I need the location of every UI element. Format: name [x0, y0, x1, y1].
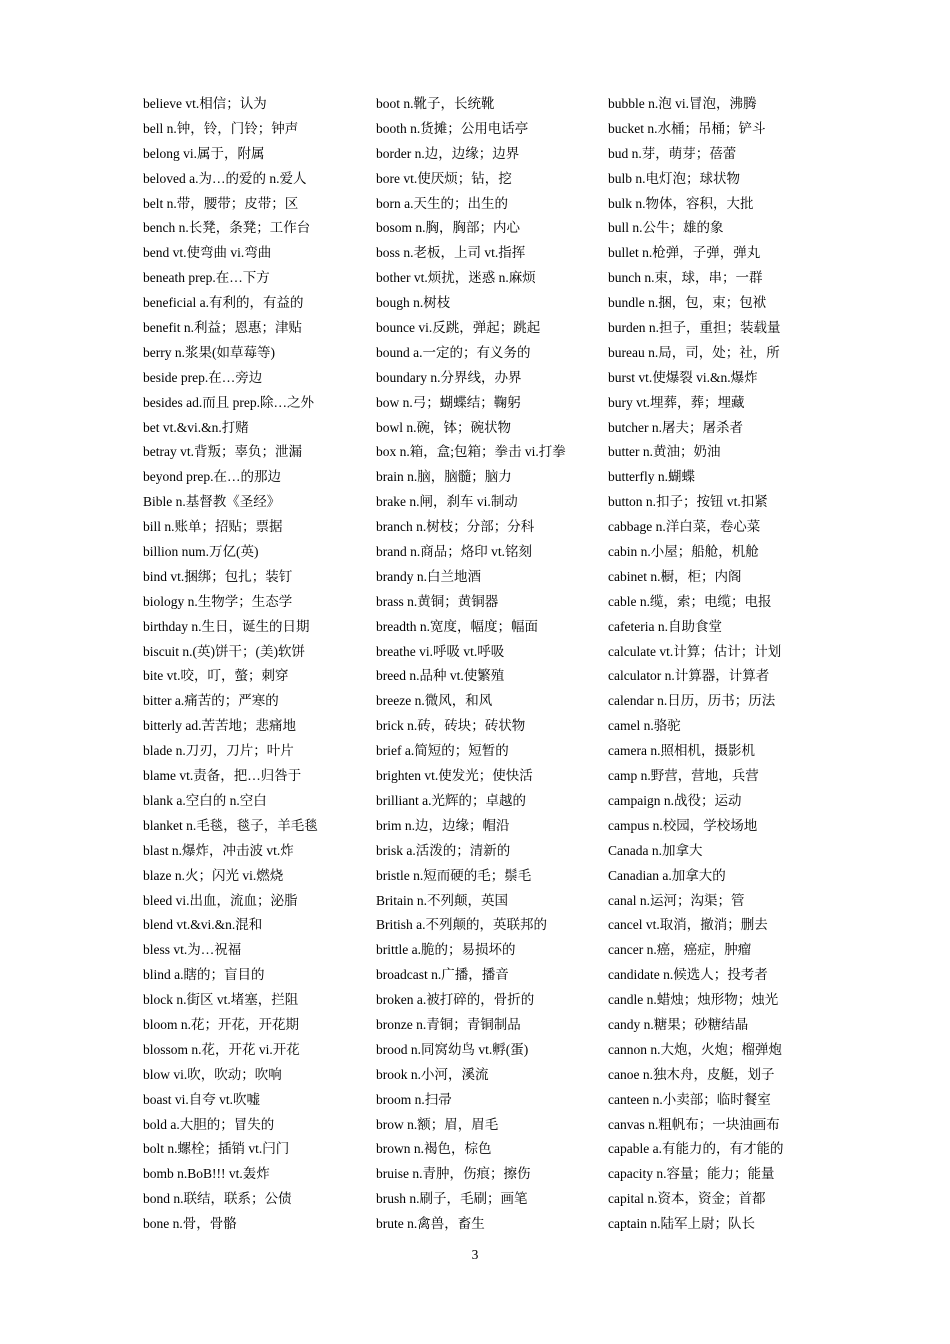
vocab-entry: bother vt.烦扰，迷惑 n.麻烦 [376, 270, 536, 286]
vocab-entry: bleed vi.出血，流血；泌脂 [143, 892, 298, 908]
vocab-entry: blossom n.花，开花 vi.开花 [143, 1041, 300, 1057]
vocab-entry: brighten vt.使发光；使快活 [376, 768, 533, 784]
vocab-entry: birthday n.生日，诞生的日期 [143, 618, 310, 634]
vocab-entry: canteen n.小卖部；临时餐室 [608, 1091, 771, 1107]
vocab-entry: butter n.黄油；奶油 [608, 444, 721, 460]
vocab-entry: bubble n.泡 vi.冒泡，沸腾 [608, 96, 757, 111]
vocab-entry: brass n.黄铜；黄铜器 [376, 593, 499, 609]
vocab-entry: burden n.担子，重担；装载量 [608, 320, 781, 336]
vocab-entry: blind a.瞎的；盲目的 [143, 967, 265, 983]
vocab-entry: brick n.砖，砖块；砖状物 [376, 718, 526, 734]
vocab-entry: brand n.商品；烙印 vt.铭刻 [376, 544, 532, 560]
vocab-entry: broadcast n.广播，播音 [376, 967, 509, 983]
vocab-entry: Britain n.不列颠，英国 [376, 892, 508, 908]
vocab-entry: brake n.闸，刹车 vi.制动 [376, 494, 518, 510]
vocab-entry: bullet n.枪弹，子弹，弹丸 [608, 245, 761, 261]
vocab-entry: beneath prep.在…下方 [143, 270, 270, 286]
vocab-entry: bounce vi.反跳，弹起；跳起 [376, 320, 541, 336]
vocab-entry: bud n.芽，萌芽；蓓蕾 [608, 145, 737, 161]
vocab-entry: breed n.品种 vt.使繁殖 [376, 668, 505, 684]
vocab-entry: brute n.禽兽，畜生 [376, 1216, 485, 1232]
vocab-entry: blaze n.火；闪光 vi.燃烧 [143, 867, 284, 883]
vocab-entry: block n.街区 vt.堵塞，拦阻 [143, 992, 299, 1008]
vocab-entry: button n.扣子；按钮 vt.扣紧 [608, 494, 768, 510]
vocab-entry: bell n.钟，铃，门铃；钟声 [143, 120, 299, 136]
vocab-entry: blame vt.责备，把…归咎于 [143, 768, 302, 784]
vocab-entry: cabin n.小屋；船舱，机舱 [608, 544, 759, 560]
vocab-entry: bow n.弓；蝴蝶结；鞠躬 [376, 394, 521, 410]
vocab-entry: branch n.树枝；分部；分科 [376, 519, 535, 535]
vocab-entry: bristle n.短而硬的毛；鬃毛 [376, 867, 532, 883]
vocab-entry: calculator n.计算器，计算者 [608, 668, 770, 684]
vocab-entry: bruise n.青肿，伤痕；擦伤 [376, 1166, 531, 1182]
vocab-entry: beloved a.为…的爱的 n.爱人 [143, 170, 307, 186]
word-column-2 [376, 92, 606, 1237]
vocab-entry: billion num.万亿(英) [143, 544, 259, 560]
vocab-entry: bore vt.使厌烦；钻，挖 [376, 170, 512, 186]
vocab-entry: Canadian a.加拿大的 [608, 867, 726, 883]
vocab-entry: broom n.扫帚 [376, 1091, 452, 1107]
vocab-entry: bless vt.为…祝福 [143, 942, 242, 958]
vocab-entry: bulk n.物体，容积，大批 [608, 195, 754, 211]
vocab-entry: brown n.褐色，棕色 [376, 1141, 492, 1157]
vocab-entry: bond n.联结，联系；公债 [143, 1191, 292, 1207]
vocab-entry: bury vt.埋葬，葬；埋藏 [608, 394, 745, 410]
vocab-entry: box n.箱，盒;包箱；拳击 vi.打拳 [376, 444, 566, 460]
vocab-entry: bind vt.捆绑；包扎；装钉 [143, 568, 293, 584]
vocab-entry: canoe n.独木舟，皮艇，划子 [608, 1066, 775, 1082]
vocab-entry: beyond prep.在…的那边 [143, 469, 281, 485]
vocab-entry: bolt n.螺栓；插销 vt.闩门 [143, 1141, 290, 1157]
vocab-entry: broken a.被打碎的，骨折的 [376, 992, 535, 1008]
vocab-entry: camp n.野营，营地，兵营 [608, 768, 759, 784]
vocab-entry: canvas n.粗帆布；一块油画布 [608, 1116, 780, 1132]
vocab-entry: cafeteria n.自助食堂 [608, 618, 722, 634]
vocab-entry: bucket n.水桶；吊桶；铲斗 [608, 120, 766, 136]
vocab-entry: betray vt.背叛；辜负；泄漏 [143, 444, 302, 460]
vocab-entry: cancel vt.取消，撤消；删去 [608, 917, 768, 933]
vocab-entry: boast vi.自夸 vt.吹嘘 [143, 1091, 260, 1107]
vocab-entry: bough n.树枝 [376, 295, 451, 311]
vocab-entry: butterfly n.蝴蝶 [608, 469, 695, 485]
vocab-entry: belong vi.属于，附属 [143, 145, 265, 161]
vocab-entry: bloom n.花；开花，开花期 [143, 1016, 300, 1032]
vocab-entry: blend vt.&vi.&n.混和 [143, 917, 263, 933]
vocab-entry: breathe vi.呼吸 vt.呼吸 [376, 643, 505, 659]
vocab-entry: blank a.空白的 n.空白 [143, 792, 267, 808]
vocab-entry: bench n.长凳，条凳；工作台 [143, 220, 311, 236]
vocab-entry: bet vt.&vi.&n.打赌 [143, 419, 249, 435]
vocab-entry: Canada n.加拿大 [608, 842, 703, 858]
vocab-entry: brittle a.脆的；易损坏的 [376, 942, 516, 958]
page-number: 3 [471, 1247, 479, 1262]
vocab-entry: besides ad.而且 prep.除…之外 [143, 394, 314, 410]
vocab-entry: born a.天生的；出生的 [376, 195, 508, 211]
vocab-entry: beneficial a.有利的，有益的 [143, 295, 304, 311]
vocab-entry: bill n.账单；招贴；票据 [143, 519, 283, 535]
vocab-entry: berry n.浆果(如草莓等) [143, 344, 275, 360]
vocab-entry: bite vt.咬，叮，螫；刺穿 [143, 668, 289, 684]
vocab-entry: blow vi.吹，吹动；吹响 [143, 1066, 282, 1082]
vocab-entry: butcher n.屠夫；屠杀者 [608, 419, 743, 435]
vocab-entry: bull n.公牛；雄的象 [608, 220, 724, 236]
vocab-entry: brilliant a.光辉的；卓越的 [376, 792, 526, 808]
vocab-entry: blade n.刀刃，刀片；叶片 [143, 743, 294, 759]
vocab-entry: breadth n.宽度，幅度；幅面 [376, 618, 538, 634]
vocab-entry: capital n.资本，资金；首都 [608, 1191, 766, 1207]
vocab-entry: biscuit n.(英)饼干；(美)软饼 [143, 643, 305, 659]
vocab-entry: camera n.照相机，摄影机 [608, 743, 755, 759]
vocab-entry: bureau n.局，司，处；社，所 [608, 344, 780, 360]
vocab-entry: believe vt.相信；认为 [143, 96, 267, 111]
vocab-entry: beside prep.在…旁边 [143, 369, 263, 385]
vocab-entry: camel n.骆驼 [608, 718, 681, 734]
vocab-entry: British a.不列颠的，英联邦的 [376, 917, 547, 933]
vocab-entry: bulb n.电灯泡；球状物 [608, 170, 741, 186]
vocab-entry: cancer n.癌，癌症，肿瘤 [608, 942, 752, 958]
vocab-entry: brief a.简短的；短暂的 [376, 743, 509, 759]
vocab-entry: brisk a.活泼的；清新的 [376, 842, 511, 858]
vocab-entry: Bible n.基督教《圣经》 [143, 494, 281, 510]
vocab-entry: burst vt.使爆裂 vi.&n.爆炸 [608, 369, 758, 385]
vocab-entry: campus n.校园，学校场地 [608, 817, 758, 833]
vocab-entry: calendar n.日历，历书；历法 [608, 693, 776, 709]
vocab-entry: captain n.陆军上尉；队长 [608, 1216, 755, 1232]
vocab-entry: booth n.货摊；公用电话亭 [376, 120, 529, 136]
vocab-entry: calculate vt.计算；估计；计划 [608, 643, 782, 659]
vocab-entry: biology n.生物学；生态学 [143, 593, 293, 609]
vocab-entry: belt n.带，腰带；皮带；区 [143, 195, 299, 211]
vocab-entry: bomb n.BoB!!! vt.轰炸 [143, 1166, 270, 1182]
vocab-entry: cabbage n.洋白菜，卷心菜 [608, 519, 761, 535]
vocab-entry: brook n.小河，溪流 [376, 1066, 489, 1082]
vocab-entry: capacity n.容量；能力；能量 [608, 1166, 775, 1182]
vocab-entry: bitterly ad.苦苦地；悲痛地 [143, 718, 296, 734]
vocab-entry: bosom n.胸，胸部；内心 [376, 220, 521, 236]
vocab-entry: border n.边，边缘；边界 [376, 145, 520, 161]
vocab-entry: brow n.额；眉，眉毛 [376, 1116, 499, 1132]
vocab-entry: campaign n.战役；运动 [608, 792, 742, 808]
vocab-entry: bone n.骨，骨骼 [143, 1216, 237, 1232]
vocab-entry: bend vt.使弯曲 vi.弯曲 [143, 245, 272, 261]
vocab-entry: boss n.老板，上司 vt.指挥 [376, 245, 526, 261]
vocab-entry: boot n.靴子，长统靴 [376, 96, 495, 111]
vocab-entry: brain n.脑，脑髓；脑力 [376, 469, 512, 485]
word-column-3 [608, 92, 838, 1237]
vocab-entry: bunch n.束，球，串；一群 [608, 270, 763, 286]
vocab-entry: candle n.蜡烛；烛形物；烛光 [608, 992, 779, 1008]
vocab-entry: cannon n.大炮，火炮；榴弹炮 [608, 1041, 782, 1057]
vocab-entry: capable a.有能力的，有才能的 [608, 1141, 784, 1157]
vocab-entry: bowl n.碗，钵；碗状物 [376, 419, 511, 435]
vocab-entry: cable n.缆，索；电缆；电报 [608, 593, 772, 609]
vocab-entry: bitter a.痛苦的；严寒的 [143, 693, 279, 709]
vocab-entry: canal n.运河；沟渠；管 [608, 892, 745, 908]
vocab-entry: bundle n.捆，包，束；包袱 [608, 295, 767, 311]
vocab-entry: bronze n.青铜；青铜制品 [376, 1016, 521, 1032]
vocab-entry: candy n.糖果；砂糖结晶 [608, 1016, 749, 1032]
vocab-entry: brood n.同窝幼鸟 vt.孵(蛋) [376, 1041, 529, 1057]
vocab-entry: bound a.一定的；有义务的 [376, 344, 531, 360]
vocab-entry: blanket n.毛毯，毯子，羊毛毯 [143, 817, 318, 833]
vocab-entry: bold a.大胆的；冒失的 [143, 1116, 275, 1132]
vocab-entry: breeze n.微风，和风 [376, 693, 493, 709]
vocab-entry: blast n.爆炸，冲击波 vt.炸 [143, 842, 294, 858]
vocab-entry: brim n.边，边缘；帽沿 [376, 817, 510, 833]
vocab-entry: brandy n.白兰地酒 [376, 568, 481, 584]
vocab-entry: candidate n.候选人；投考者 [608, 967, 768, 983]
vocab-entry: benefit n.利益；恩惠；津贴 [143, 320, 302, 336]
vocab-entry: brush n.刷子，毛刷；画笔 [376, 1191, 528, 1207]
vocab-entry: cabinet n.橱，柜；内阁 [608, 568, 742, 584]
vocab-entry: boundary n.分界线，办界 [376, 369, 522, 385]
word-column-1 [143, 92, 373, 1237]
